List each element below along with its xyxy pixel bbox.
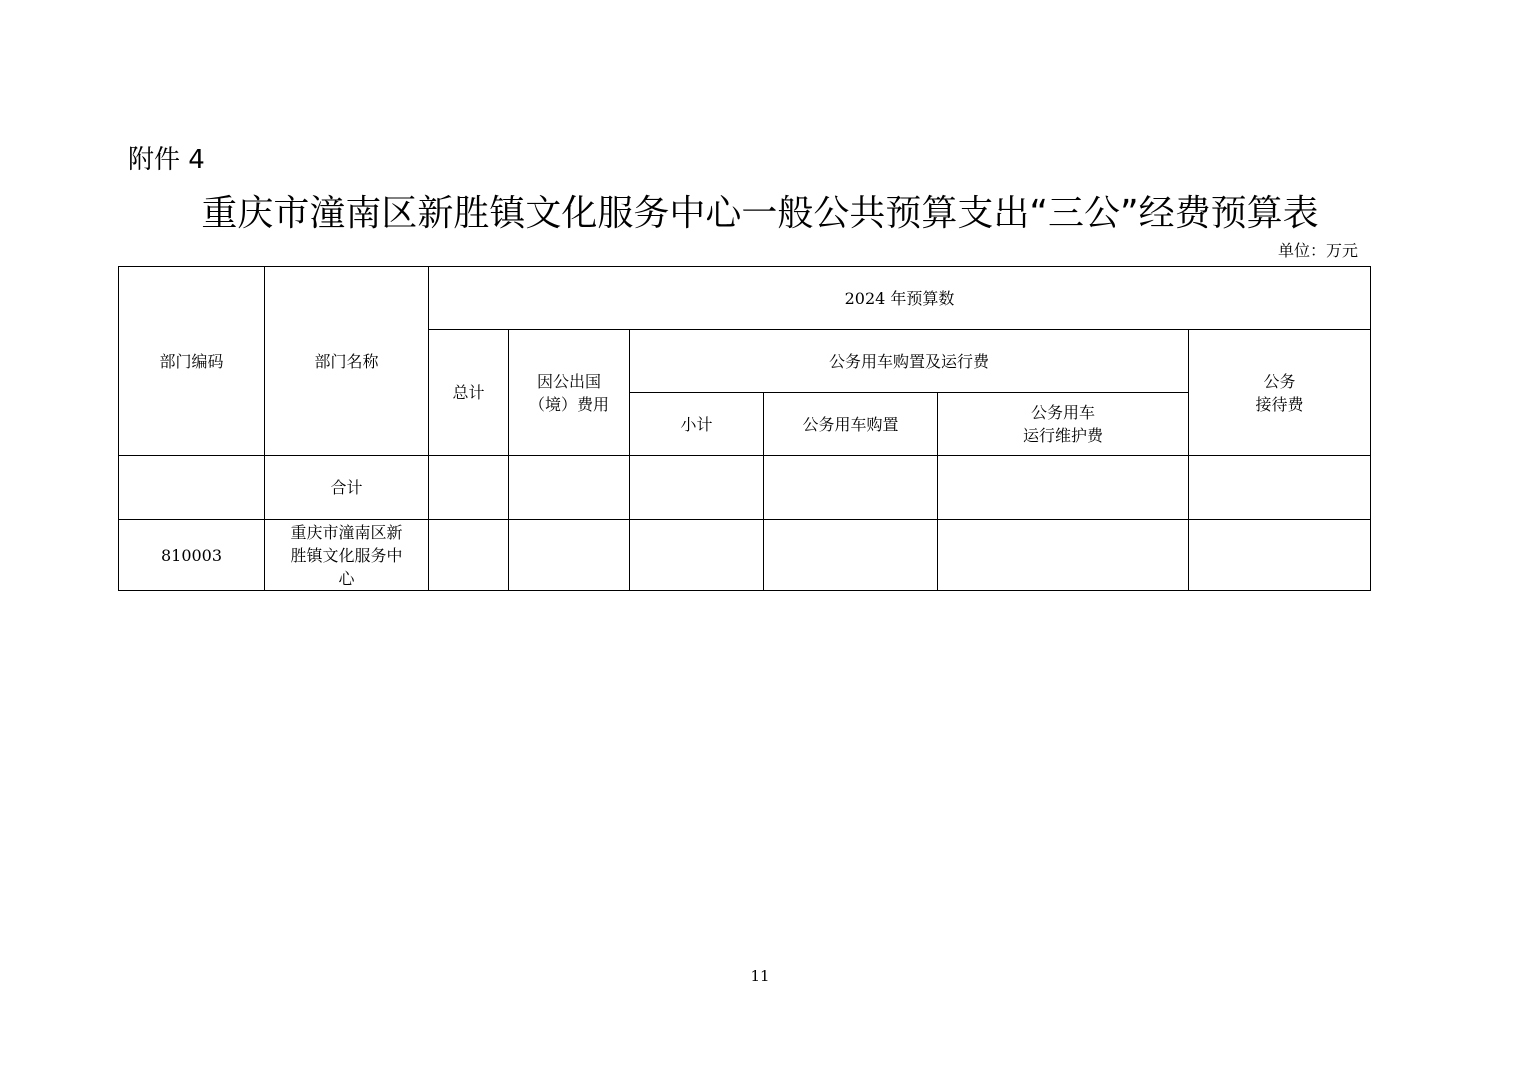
cell-name-line2: 胜镇文化服务中 (290, 545, 403, 565)
header-overseas (509, 330, 630, 456)
unit-label: 单位：万元 (1277, 241, 1358, 260)
header-dept-name: 部门名称 (265, 267, 429, 456)
cell-name-line3: 心 (338, 568, 355, 588)
cell-name: 合计 (265, 456, 429, 520)
header-vehicle-maintenance-line2: 运行维护费 (1022, 426, 1103, 445)
header-row-1 (119, 267, 1371, 330)
attachment-label: 附件 4 (128, 145, 205, 175)
cell-reception (1189, 520, 1371, 591)
cell-vehicle-maintenance (938, 520, 1189, 591)
cell-overseas (509, 520, 630, 591)
table-row-dept (119, 520, 1371, 591)
cell-subtotal (630, 456, 764, 520)
table-row-total (119, 456, 1371, 520)
cell-reception (1189, 456, 1371, 520)
cell-overseas (509, 456, 630, 520)
header-reception-line2: 接待费 (1255, 394, 1304, 414)
header-vehicle-purchase: 公务用车购置 (764, 393, 938, 456)
budget-table (118, 266, 1371, 591)
header-budget-year: 2024 年预算数 (429, 267, 1371, 330)
cell-total (429, 456, 509, 520)
header-vehicle-maintenance (938, 393, 1189, 456)
cell-name-line1: 重庆市潼南区新 (290, 522, 403, 542)
cell-name (265, 520, 429, 591)
header-vehicle-group: 公务用车购置及运行费 (630, 330, 1189, 393)
header-reception-line1: 公务 (1263, 371, 1296, 391)
header-total: 总计 (429, 330, 509, 456)
cell-code (119, 456, 265, 520)
cell-vehicle-maintenance (938, 456, 1189, 520)
header-vehicle-maintenance-line1: 公务用车 (1030, 403, 1095, 422)
cell-code: 810003 (119, 520, 265, 591)
cell-vehicle-purchase (764, 456, 938, 520)
page-title: 重庆市潼南区新胜镇文化服务中心一般公共预算支出“三公”经费预算表 (201, 193, 1319, 234)
header-overseas-line1: 因公出国 (536, 371, 601, 391)
header-dept-code: 部门编码 (119, 267, 265, 456)
cell-total (429, 520, 509, 591)
header-overseas-line2: （境）费用 (528, 394, 609, 414)
cell-vehicle-purchase (764, 520, 938, 591)
cell-subtotal (630, 520, 764, 591)
page-number: 11 (750, 967, 770, 985)
header-reception (1189, 330, 1371, 456)
header-subtotal: 小计 (630, 393, 764, 456)
